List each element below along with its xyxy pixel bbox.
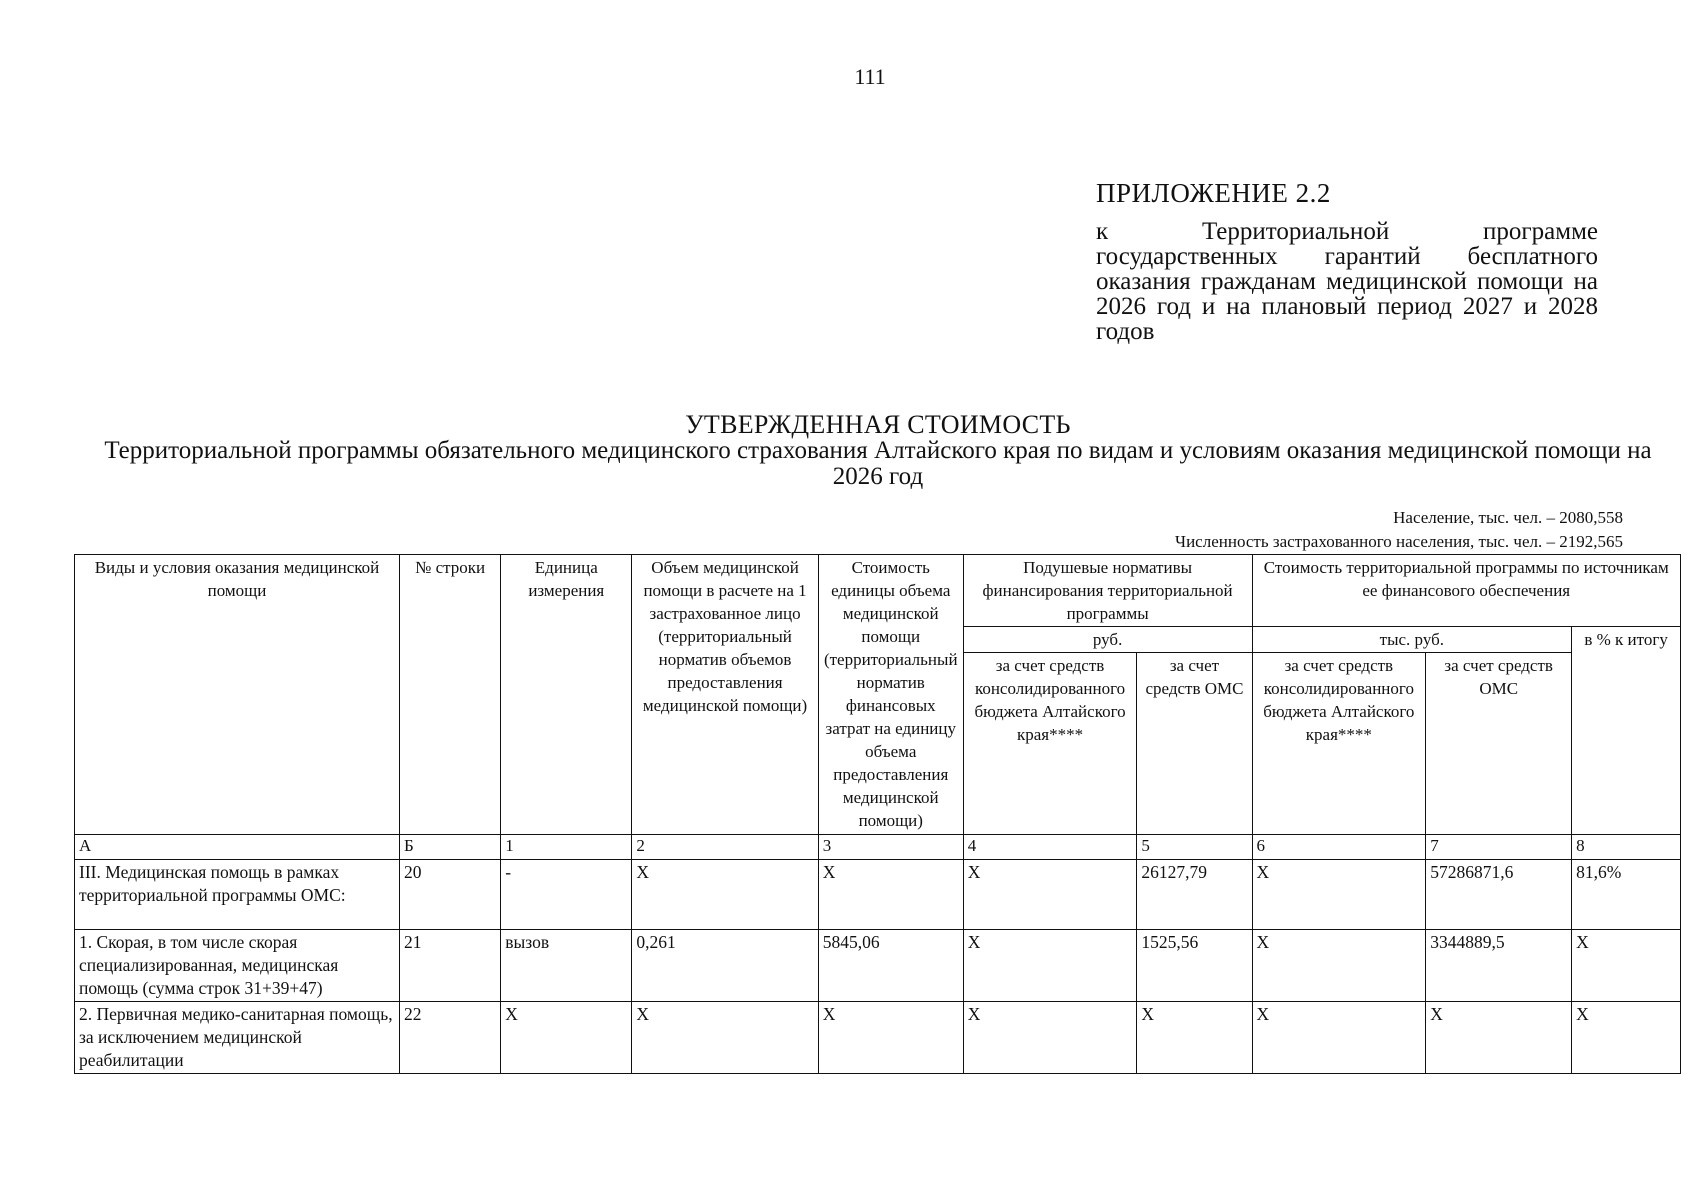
table-cell: 0,261 bbox=[632, 930, 818, 1002]
table-cell: 1. Скорая, в том числе скорая специализированная, медицинская помощь (сумма строк 31+39+47) bbox=[75, 930, 400, 1002]
column-number: 1 bbox=[501, 835, 632, 860]
table-row bbox=[75, 860, 1681, 930]
table-cell: X bbox=[818, 1002, 963, 1074]
header-oms-rub: за счет средств ОМС bbox=[1137, 653, 1252, 835]
cost-table bbox=[74, 554, 1681, 1074]
table-cell: 5845,06 bbox=[818, 930, 963, 1002]
annex-block bbox=[1096, 178, 1598, 344]
header-unit-cost: Стоимость единицы объема медицинской помощи (территориальный норматив финансовых затрат на единицу объема предоставления медицинской помощи) bbox=[818, 555, 963, 835]
table-cell: X bbox=[963, 1002, 1137, 1074]
table-cell: X bbox=[1572, 930, 1681, 1002]
document-title: УТВЕРЖДЕННАЯ СТОИМОСТЬ bbox=[685, 410, 1071, 439]
table-cell: 57286871,6 bbox=[1426, 860, 1572, 930]
column-number: 5 bbox=[1137, 835, 1252, 860]
header-percent: в % к итогу bbox=[1572, 627, 1681, 835]
column-number: 8 bbox=[1572, 835, 1681, 860]
header-budget-thous: за счет средств консолидированного бюджета Алтайского края**** bbox=[1252, 653, 1426, 835]
table-body bbox=[75, 860, 1681, 1074]
table-cell: 1525,56 bbox=[1137, 930, 1252, 1002]
table-cell: X bbox=[1252, 930, 1426, 1002]
population-info bbox=[1175, 506, 1623, 554]
column-number: 3 bbox=[818, 835, 963, 860]
table-cell: X bbox=[963, 930, 1137, 1002]
header-unit: Единица измерения bbox=[501, 555, 632, 835]
table-cell: 3344889,5 bbox=[1426, 930, 1572, 1002]
header-per-capita: Подушевые нормативы финансирования территориальной программы bbox=[963, 555, 1252, 627]
table-cell: - bbox=[501, 860, 632, 930]
column-numbers-row bbox=[75, 835, 1681, 860]
table-cell: III. Медицинская помощь в рамках территориальной программы ОМС: bbox=[75, 860, 400, 930]
header-rub: руб. bbox=[963, 627, 1252, 653]
population-text: Население, тыс. чел. – 2080,558 bbox=[1393, 508, 1623, 527]
table-cell: X bbox=[818, 860, 963, 930]
column-number: А bbox=[75, 835, 400, 860]
table-cell: 21 bbox=[400, 930, 501, 1002]
table-header bbox=[75, 555, 1681, 860]
table-cell: X bbox=[501, 1002, 632, 1074]
table-cell: X bbox=[1137, 1002, 1252, 1074]
document-subtitle: Территориальной программы обязательного медицинского страхования Алтайского края по видам и условиям оказания медицинской помощи на 2026 год bbox=[104, 437, 1652, 490]
table-row bbox=[75, 930, 1681, 1002]
table-cell: 20 bbox=[400, 860, 501, 930]
header-program-cost: Стоимость территориальной программы по источникам ее финансового обеспечения bbox=[1252, 555, 1681, 627]
annex-text: к Территориальной программе государственных гарантий бесплатного оказания гражданам медицинской помощи на 2026 год и на плановый период 2027 и 2028 годов bbox=[1096, 218, 1598, 345]
table-cell: 26127,79 bbox=[1137, 860, 1252, 930]
header-oms-thous: за счет средств ОМС bbox=[1426, 653, 1572, 835]
column-number: 4 bbox=[963, 835, 1137, 860]
table-cell: X bbox=[963, 860, 1137, 930]
header-thous-rub: тыс. руб. bbox=[1252, 627, 1572, 653]
table-cell: X bbox=[1572, 1002, 1681, 1074]
header-volume: Объем медицинской помощи в расчете на 1 застрахованное лицо (территориальный норматив объемов предоставления медицинской помощи) bbox=[632, 555, 818, 835]
column-number: 2 bbox=[632, 835, 818, 860]
page-number: 111 bbox=[854, 64, 886, 89]
column-number: Б bbox=[400, 835, 501, 860]
header-budget-rub: за счет средств консолидированного бюджета Алтайского края**** bbox=[963, 653, 1137, 835]
table-cell: X bbox=[632, 1002, 818, 1074]
document-heading bbox=[100, 412, 1656, 490]
header-kind: Виды и условия оказания медицинской помощи bbox=[75, 555, 400, 835]
table-cell: 81,6% bbox=[1572, 860, 1681, 930]
table-cell: X bbox=[1426, 1002, 1572, 1074]
column-number: 6 bbox=[1252, 835, 1426, 860]
table-cell: X bbox=[1252, 1002, 1426, 1074]
table-cell: вызов bbox=[501, 930, 632, 1002]
table-row bbox=[75, 1002, 1681, 1074]
header-row-number: № строки bbox=[400, 555, 501, 835]
table-cell: X bbox=[1252, 860, 1426, 930]
annex-title: ПРИЛОЖЕНИЕ 2.2 bbox=[1096, 178, 1331, 208]
column-number: 7 bbox=[1426, 835, 1572, 860]
insured-population-text: Численность застрахованного населения, тыс. чел. – 2192,565 bbox=[1175, 532, 1623, 551]
table-cell: 2. Первичная медико-санитарная помощь, за исключением медицинской реабилитации bbox=[75, 1002, 400, 1074]
table-cell: X bbox=[632, 860, 818, 930]
table-cell: 22 bbox=[400, 1002, 501, 1074]
